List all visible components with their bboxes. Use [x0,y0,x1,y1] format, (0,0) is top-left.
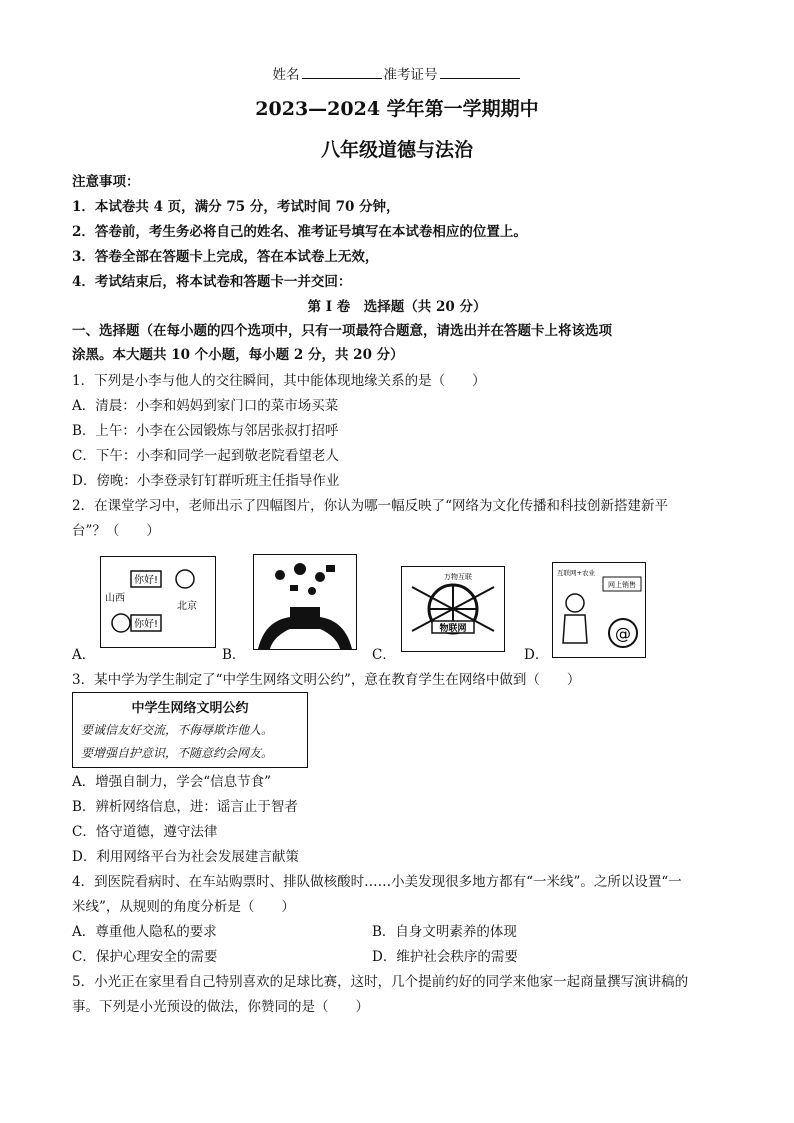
exam-subject: 八年级道德与法治 [320,139,473,161]
q4-option-b: B．自身文明素养的体现 [372,924,517,940]
q2-picture-a [100,556,216,648]
q1-option-d: D．傍晚：小李登录钉钉群听班主任指导作业 [72,473,340,489]
online-sales-label: 网上销售 [608,581,636,589]
section-instruction-1: 一、选择题（在每小题的四个选项中，只有一项最符合题意，请选出并在答题卡上将该选项 [72,323,612,339]
q2-stem-2: 台”？（ ） [72,523,160,539]
name-blank [302,64,382,79]
note-item-2: 2．答卷前，考生务必将自己的姓名、准考证号填写在本试卷相应的位置上。 [72,224,527,240]
place-shanxi: 山西 [105,593,125,604]
section-title: 第 I 卷 选择题（共 20 分） [307,299,487,315]
q2-label-b: B． [222,647,246,663]
exam-title: 2023—2024 学年第一学期期中 [255,98,539,120]
internet-plus-label: 互联网+农业 [557,569,595,577]
q3-option-c: C．恪守道德，遵守法律 [72,824,218,840]
id-blank [440,64,520,79]
network-convention-box [72,692,308,768]
q2-picture-b [253,554,357,650]
q4-stem-1: 4．到医院看病时、在车站购票时、排队做核酸时……小美发现很多地方都有“一米线”。之所以设置“一 [72,874,682,890]
q3-option-b: B．辨析网络信息，进：谣言止于智者 [72,799,298,815]
name-label: 姓名 [272,67,300,83]
q4-stem-2: 米线”，从规则的角度分析是（ ） [72,899,295,915]
q2-label-a: A． [72,647,96,663]
convention-title: 中学生网络文明公约 [131,701,249,716]
smartphone-hands-illustration [254,555,356,649]
q3-option-d: D．利用网络平台为社会发展建言献策 [72,849,299,865]
note-item-1: 1．本试卷共 4 页，满分 75 分，考试时间 70 分钟， [72,199,400,215]
iot-globe-illustration [402,567,504,651]
note-item-4: 4．考试结束后，将本试卷和答题卡一并交回： [72,274,352,290]
q1-option-c: C．下午：小李和同学一起到敬老院看望老人 [72,448,339,464]
chat-illustration [101,557,215,647]
iot-caption: 万物互联 [444,573,472,581]
q2-label-d: D． [524,647,549,663]
q1-option-a: A．清晨：小李和妈妈到家门口的菜市场买菜 [72,398,339,414]
id-label: 准考证号 [383,67,438,83]
q3-stem: 3．某中学为学生制定了“中学生网络文明公约”，意在教育学生在网络中做到（ ） [72,672,581,688]
convention-line-1: 要诚信友好交流，不侮辱欺诈他人。 [81,723,274,737]
candidate-info-line [0,64,794,85]
q4-option-c: C．保护心理安全的需要 [72,949,218,965]
q4-option-d: D．维护社会秩序的需要 [372,949,518,965]
notes-heading: 注意事项： [72,174,140,190]
chat-text-1: 你好! [133,575,159,586]
at-symbol: @ [615,624,631,643]
iot-label: 物联网 [439,624,467,634]
place-beijing: 北京 [177,601,197,612]
q2-picture-d [552,562,646,658]
convention-line-2: 要增强自护意识，不随意约会网友。 [81,746,274,760]
q2-stem-1: 2．在课堂学习中，老师出示了四幅图片，你认为哪一幅反映了“网络为文化传播和科技创新搭建新平 [72,498,668,514]
q1-option-b: B．上午：小李在公园锻炼与邻居张叔打招呼 [72,423,339,439]
q1-stem: 1．下列是小李与他人的交往瞬间，其中能体现地缘关系的是（ ） [72,373,486,389]
q5-stem-1: 5．小光正在家里看自己特别喜欢的足球比赛，这时，几个提前约好的同学来他家一起商量撰写演讲稿的 [72,974,689,990]
q2-picture-c [401,566,505,652]
q3-option-a: A．增强自制力，学会“信息节食” [72,774,272,790]
note-item-3: 3．答卷全部在答题卡上完成，答在本试卷上无效， [72,249,379,265]
online-sales-illustration [553,563,645,657]
section-instruction-2: 涂黑。本大题共 10 个小题，每小题 2 分，共 20 分） [72,347,404,363]
q4-option-a: A．尊重他人隐私的要求 [72,924,217,940]
chat-text-2: 你好! [133,619,159,630]
q5-stem-2: 事。下列是小光预设的做法，你赞同的是（ ） [72,999,369,1015]
q2-label-c: C． [372,647,396,663]
